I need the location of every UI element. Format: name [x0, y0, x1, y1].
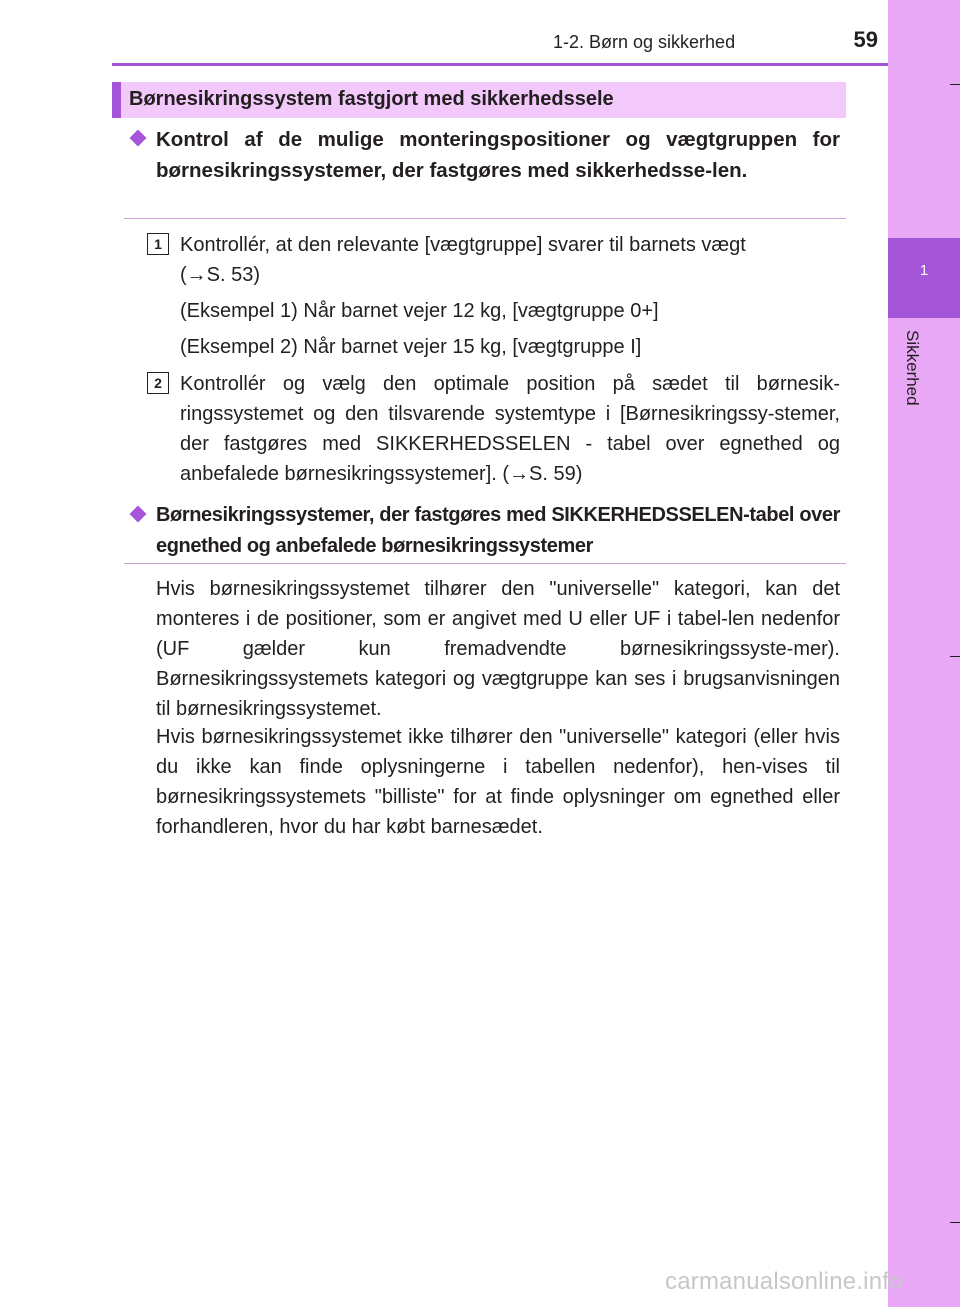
diamond-bullet-icon [130, 506, 147, 523]
diamond-bullet-icon [130, 130, 147, 147]
step-number-box: 2 [147, 372, 169, 394]
side-tab-strip [888, 0, 960, 1307]
header-rule [112, 63, 888, 66]
crop-mark [950, 656, 960, 657]
crop-mark [950, 1222, 960, 1223]
block2-paragraph1: Hvis børnesikringssystemet tilhører den "universelle" kategori, kan det monteres i de positioner, som er angivet med U eller UF i tabel-len nedenfor (UF gælder kun fremadvendte børnesikringssyste-mer). Børnesikringssystemets kategori og vægtgruppe kan ses i brugsanvisningen til børnesikringssystemet. [156, 578, 840, 720]
chapter-header: 1-2. Børn og sikkerhed [553, 32, 736, 52]
step-number-box: 1 [147, 233, 169, 255]
chapter-tab-number: 1 [919, 262, 929, 279]
section-title: Børnesikringssystem fastgjort med sikkerhedssele [129, 88, 614, 110]
step1-line1: Kontrollér, at den relevante [vægtgruppe] svarer til barnets vægt [180, 234, 746, 256]
heading-rule [124, 563, 846, 564]
heading-rule [124, 218, 846, 219]
step2-text: Kontrollér og vælg den optimale position på sædet til børnesik-ringssystemet og den tilsvarende systemtype i [Børnesikringssy-stemer, der fastgøres med SIKKERHEDSSELEN - tabel over egnethed og anbefalede børnesikringssystemer]. (→S. 59) [180, 373, 840, 485]
block2-heading: Børnesikringssystemer, der fastgøres med SIKKERHEDSSELEN-tabel over egnethed og anbefalede børnesikringssystemer [156, 504, 840, 557]
chapter-tab-label: Sikkerhed [903, 330, 922, 406]
step1-line2: (→S. 53) [180, 264, 261, 286]
page-number: 59 [853, 27, 878, 52]
section-title-accent [112, 82, 121, 118]
block2-paragraph2: Hvis børnesikringssystemet ikke tilhører den "universelle" kategori (eller hvis du ikke kan finde oplysningerne i tabellen nedenfor), hen-vises til børnesikringssystemets "billiste" for at finde oplysninger om egnethed eller forhandleren, hvor du har købt barnesædet. [156, 726, 840, 838]
block1-heading: Kontrol af de mulige monteringspositioner og vægtgruppen for børnesikringssystemer, der fastgøres med sikkerhedsse-len. [156, 128, 840, 182]
crop-mark [950, 84, 960, 85]
step1-example2: (Eksempel 2) Når barnet vejer 15 kg, [vægtgruppe I] [180, 336, 642, 358]
watermark: carmanualsonline.info [665, 1268, 903, 1295]
step1-example1: (Eksempel 1) Når barnet vejer 12 kg, [vægtgruppe 0+] [180, 300, 659, 322]
